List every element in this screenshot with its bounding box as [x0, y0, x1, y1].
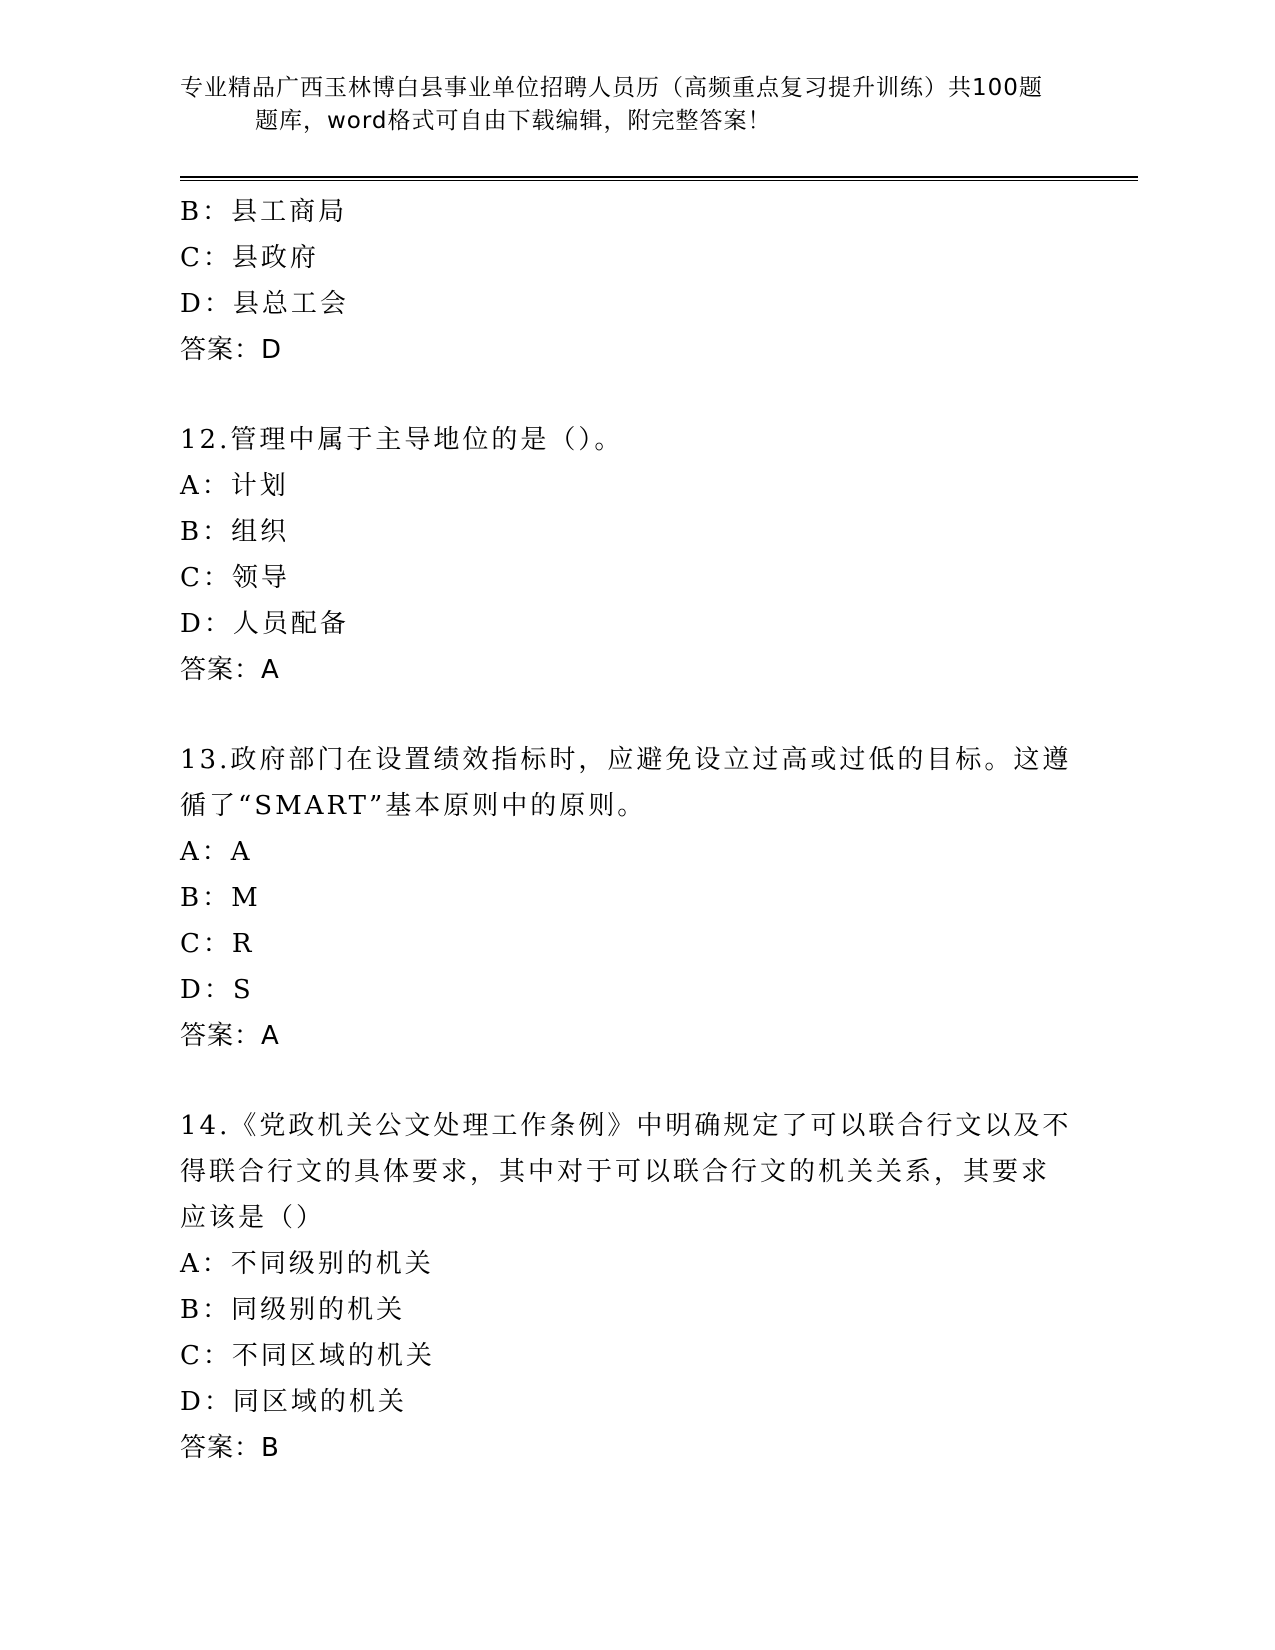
question-12 — [180, 417, 1080, 693]
option-a: A：不同级别的机关 — [180, 1249, 434, 1279]
option-d: D：S — [180, 975, 254, 1005]
option-c: C：领导 — [180, 563, 290, 593]
answer: 答案：B — [180, 1433, 280, 1463]
option-d: D：人员配备 — [180, 609, 349, 639]
question-text-line2: 得联合行文的具体要求，其中对于可以联合行文的机关关系，其要求 — [180, 1157, 1051, 1187]
option-c: C：不同区域的机关 — [180, 1341, 435, 1371]
question-text-line1: 13.政府部门在设置绩效指标时，应避免设立过高或过低的目标。这遵 — [180, 745, 1072, 775]
spacer — [180, 373, 1080, 417]
answer: 答案：A — [180, 655, 280, 685]
answer: 答案：A — [180, 1021, 280, 1051]
question-text-line3: 应该是（） — [180, 1203, 326, 1233]
option-c: C：R — [180, 929, 255, 959]
spacer — [180, 693, 1080, 737]
header-title-line2: 题库，word格式可自由下载编辑，附完整答案！ — [255, 108, 772, 134]
question-14 — [180, 1103, 1080, 1471]
header-title-line1: 专业精品广西玉林博白县事业单位招聘人员历（高频重点复习提升训练）共100题 — [180, 75, 1043, 101]
question-text-line1: 14.《党政机关公文处理工作条例》中明确规定了可以联合行文以及不 — [180, 1111, 1072, 1141]
option-a: A：A — [180, 837, 253, 867]
option-d: D：同区域的机关 — [180, 1387, 407, 1417]
option-c: C：县政府 — [180, 243, 319, 273]
option-a: A：计划 — [180, 471, 289, 501]
question-text: 12.管理中属于主导地位的是（）。 — [180, 425, 624, 455]
header-divider — [180, 176, 1138, 181]
question-11-tail — [180, 189, 1080, 373]
spacer — [180, 1059, 1080, 1103]
option-b: B：县工商局 — [180, 197, 348, 227]
option-d: D：县总工会 — [180, 289, 349, 319]
answer: 答案：D — [180, 335, 283, 365]
option-b: B：组织 — [180, 517, 290, 547]
option-b: B：同级别的机关 — [180, 1295, 406, 1325]
question-13 — [180, 737, 1080, 1059]
page-header — [180, 72, 1090, 138]
option-b: B：M — [180, 883, 261, 913]
document-body — [180, 189, 1080, 1471]
question-text-line2: 循了“SMART”基本原则中的原则。 — [180, 791, 647, 821]
